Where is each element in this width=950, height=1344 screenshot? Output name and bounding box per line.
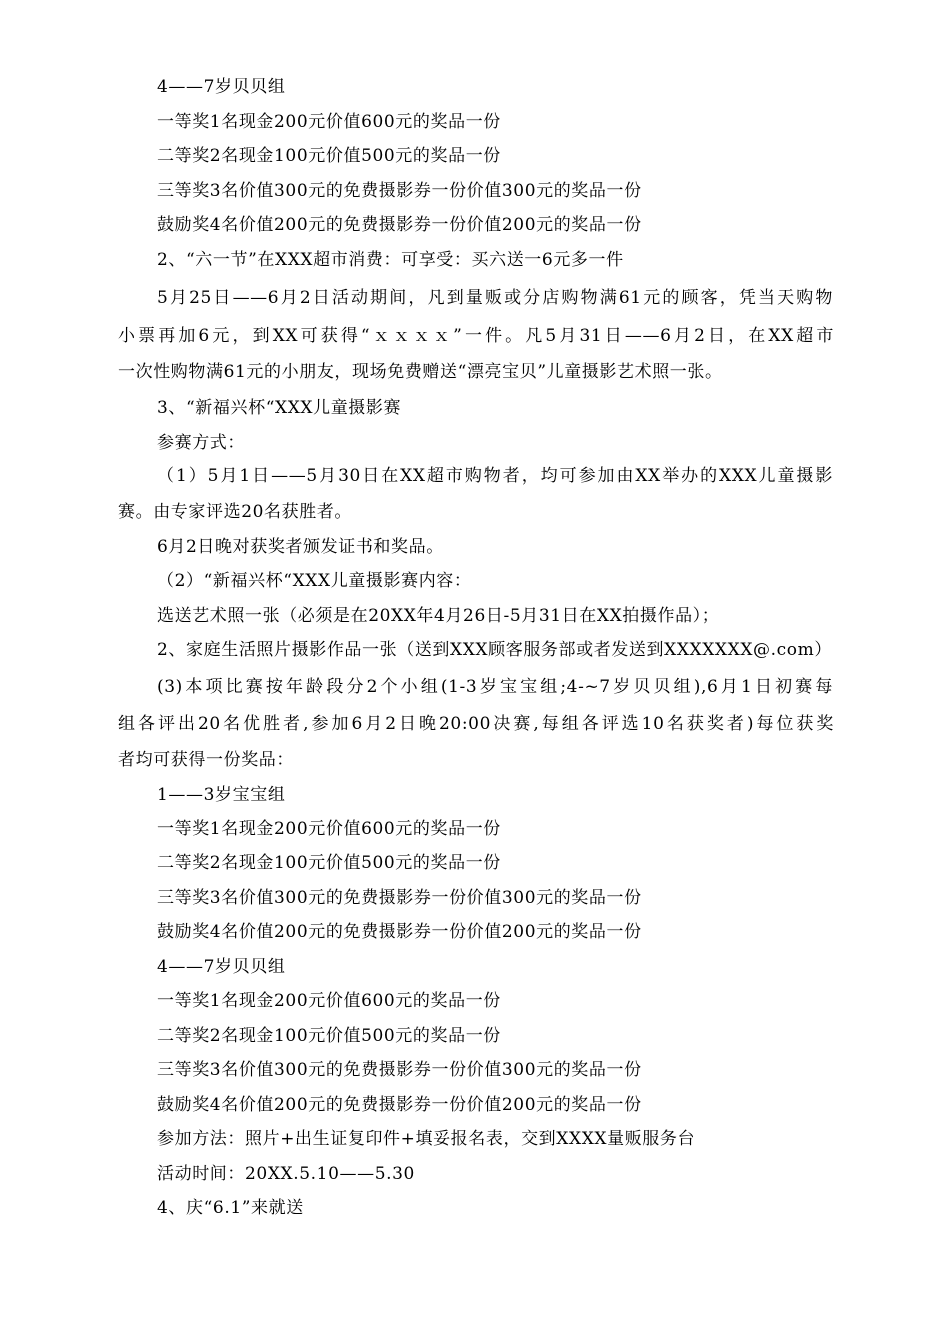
prize-first: 一等奖1名现金200元价值600元的奖品一份 (157, 991, 501, 1011)
paragraph-line: 组各评出20名优胜者,参加6月2日晚20:00决赛,每组各评选10名获奖者)每位获奖 (118, 714, 834, 734)
prize-first: 一等奖1名现金200元价值600元的奖品一份 (157, 819, 501, 839)
prize-third: 三等奖3名价值300元的免费摄影券一份价值300元的奖品一份 (157, 181, 642, 201)
section-3-heading: 3、“新福兴杯“XXX儿童摄影赛 (157, 398, 402, 418)
prize-encouragement: 鼓励奖4名价值200元的免费摄影券一份价值200元的奖品一份 (157, 1095, 642, 1115)
group-heading-4-7: 4——7岁贝贝组 (157, 957, 286, 977)
prize-encouragement: 鼓励奖4名价值200元的免费摄影券一份价值200元的奖品一份 (157, 922, 642, 942)
paragraph-line: 6月2日晚对获奖者颁发证书和奖品。 (157, 537, 444, 557)
section-4-heading: 4、庆“6.1”来就送 (157, 1198, 304, 1218)
entry-method-label: 参赛方式： (157, 433, 245, 453)
paragraph-line: 小票再加6元，到XX可获得“ｘｘｘｘ”一件。凡5月31日——6月2日，在XX超市 (118, 326, 834, 346)
prize-encouragement: 鼓励奖4名价值200元的免费摄影券一份价值200元的奖品一份 (157, 215, 642, 235)
prize-third: 三等奖3名价值300元的免费摄影券一份价值300元的奖品一份 (157, 888, 642, 908)
paragraph-line: 一次性购物满61元的小朋友，现场免费赠送“漂亮宝贝”儿童摄影艺术照一张。 (118, 362, 723, 382)
entry-procedure: 参加方法：照片+出生证复印件+填妥报名表，交到XXXX量贩服务台 (157, 1129, 696, 1149)
paragraph-line: 者均可获得一份奖品： (118, 750, 294, 770)
prize-third: 三等奖3名价值300元的免费摄影券一份价值300元的奖品一份 (157, 1060, 642, 1080)
subsection-heading: （2）“新福兴杯“XXX儿童摄影赛内容： (157, 571, 472, 591)
section-2-heading: 2、“六一节”在XXX超市消费：可享受：买六送一6元多一件 (157, 250, 624, 270)
paragraph-line: （1）5月1日——5月30日在XX超市购物者，均可参加由XX举办的XXX儿童摄影 (157, 466, 833, 486)
prize-second: 二等奖2名现金100元价值500元的奖品一份 (157, 853, 501, 873)
prize-second: 二等奖2名现金100元价值500元的奖品一份 (157, 1026, 501, 1046)
prize-first: 一等奖1名现金200元价值600元的奖品一份 (157, 112, 501, 132)
paragraph-line: 2、家庭生活照片摄影作品一张（送到XXX顾客服务部或者发送到XXXXXXX@.com） (157, 640, 832, 660)
paragraph-line: 选送艺术照一张（必须是在20XX年4月26日-5月31日在XX拍摄作品）； (157, 606, 720, 626)
group-heading-1-3: 1——3岁宝宝组 (157, 785, 286, 805)
paragraph-line: 赛。由专家评选20名获胜者。 (118, 502, 353, 522)
paragraph-line: 5月25日——6月2日活动期间，凡到量贩或分店购物满61元的顾客，凭当天购物 (157, 288, 833, 308)
paragraph-line: (3)本项比赛按年龄段分2个小组(1-3岁宝宝组;4-~7岁贝贝组),6月1日初赛每 (157, 677, 833, 697)
group-heading-4-7: 4——7岁贝贝组 (157, 77, 286, 97)
prize-second: 二等奖2名现金100元价值500元的奖品一份 (157, 146, 501, 166)
event-period: 活动时间：20XX.5.10——5.30 (157, 1164, 415, 1184)
